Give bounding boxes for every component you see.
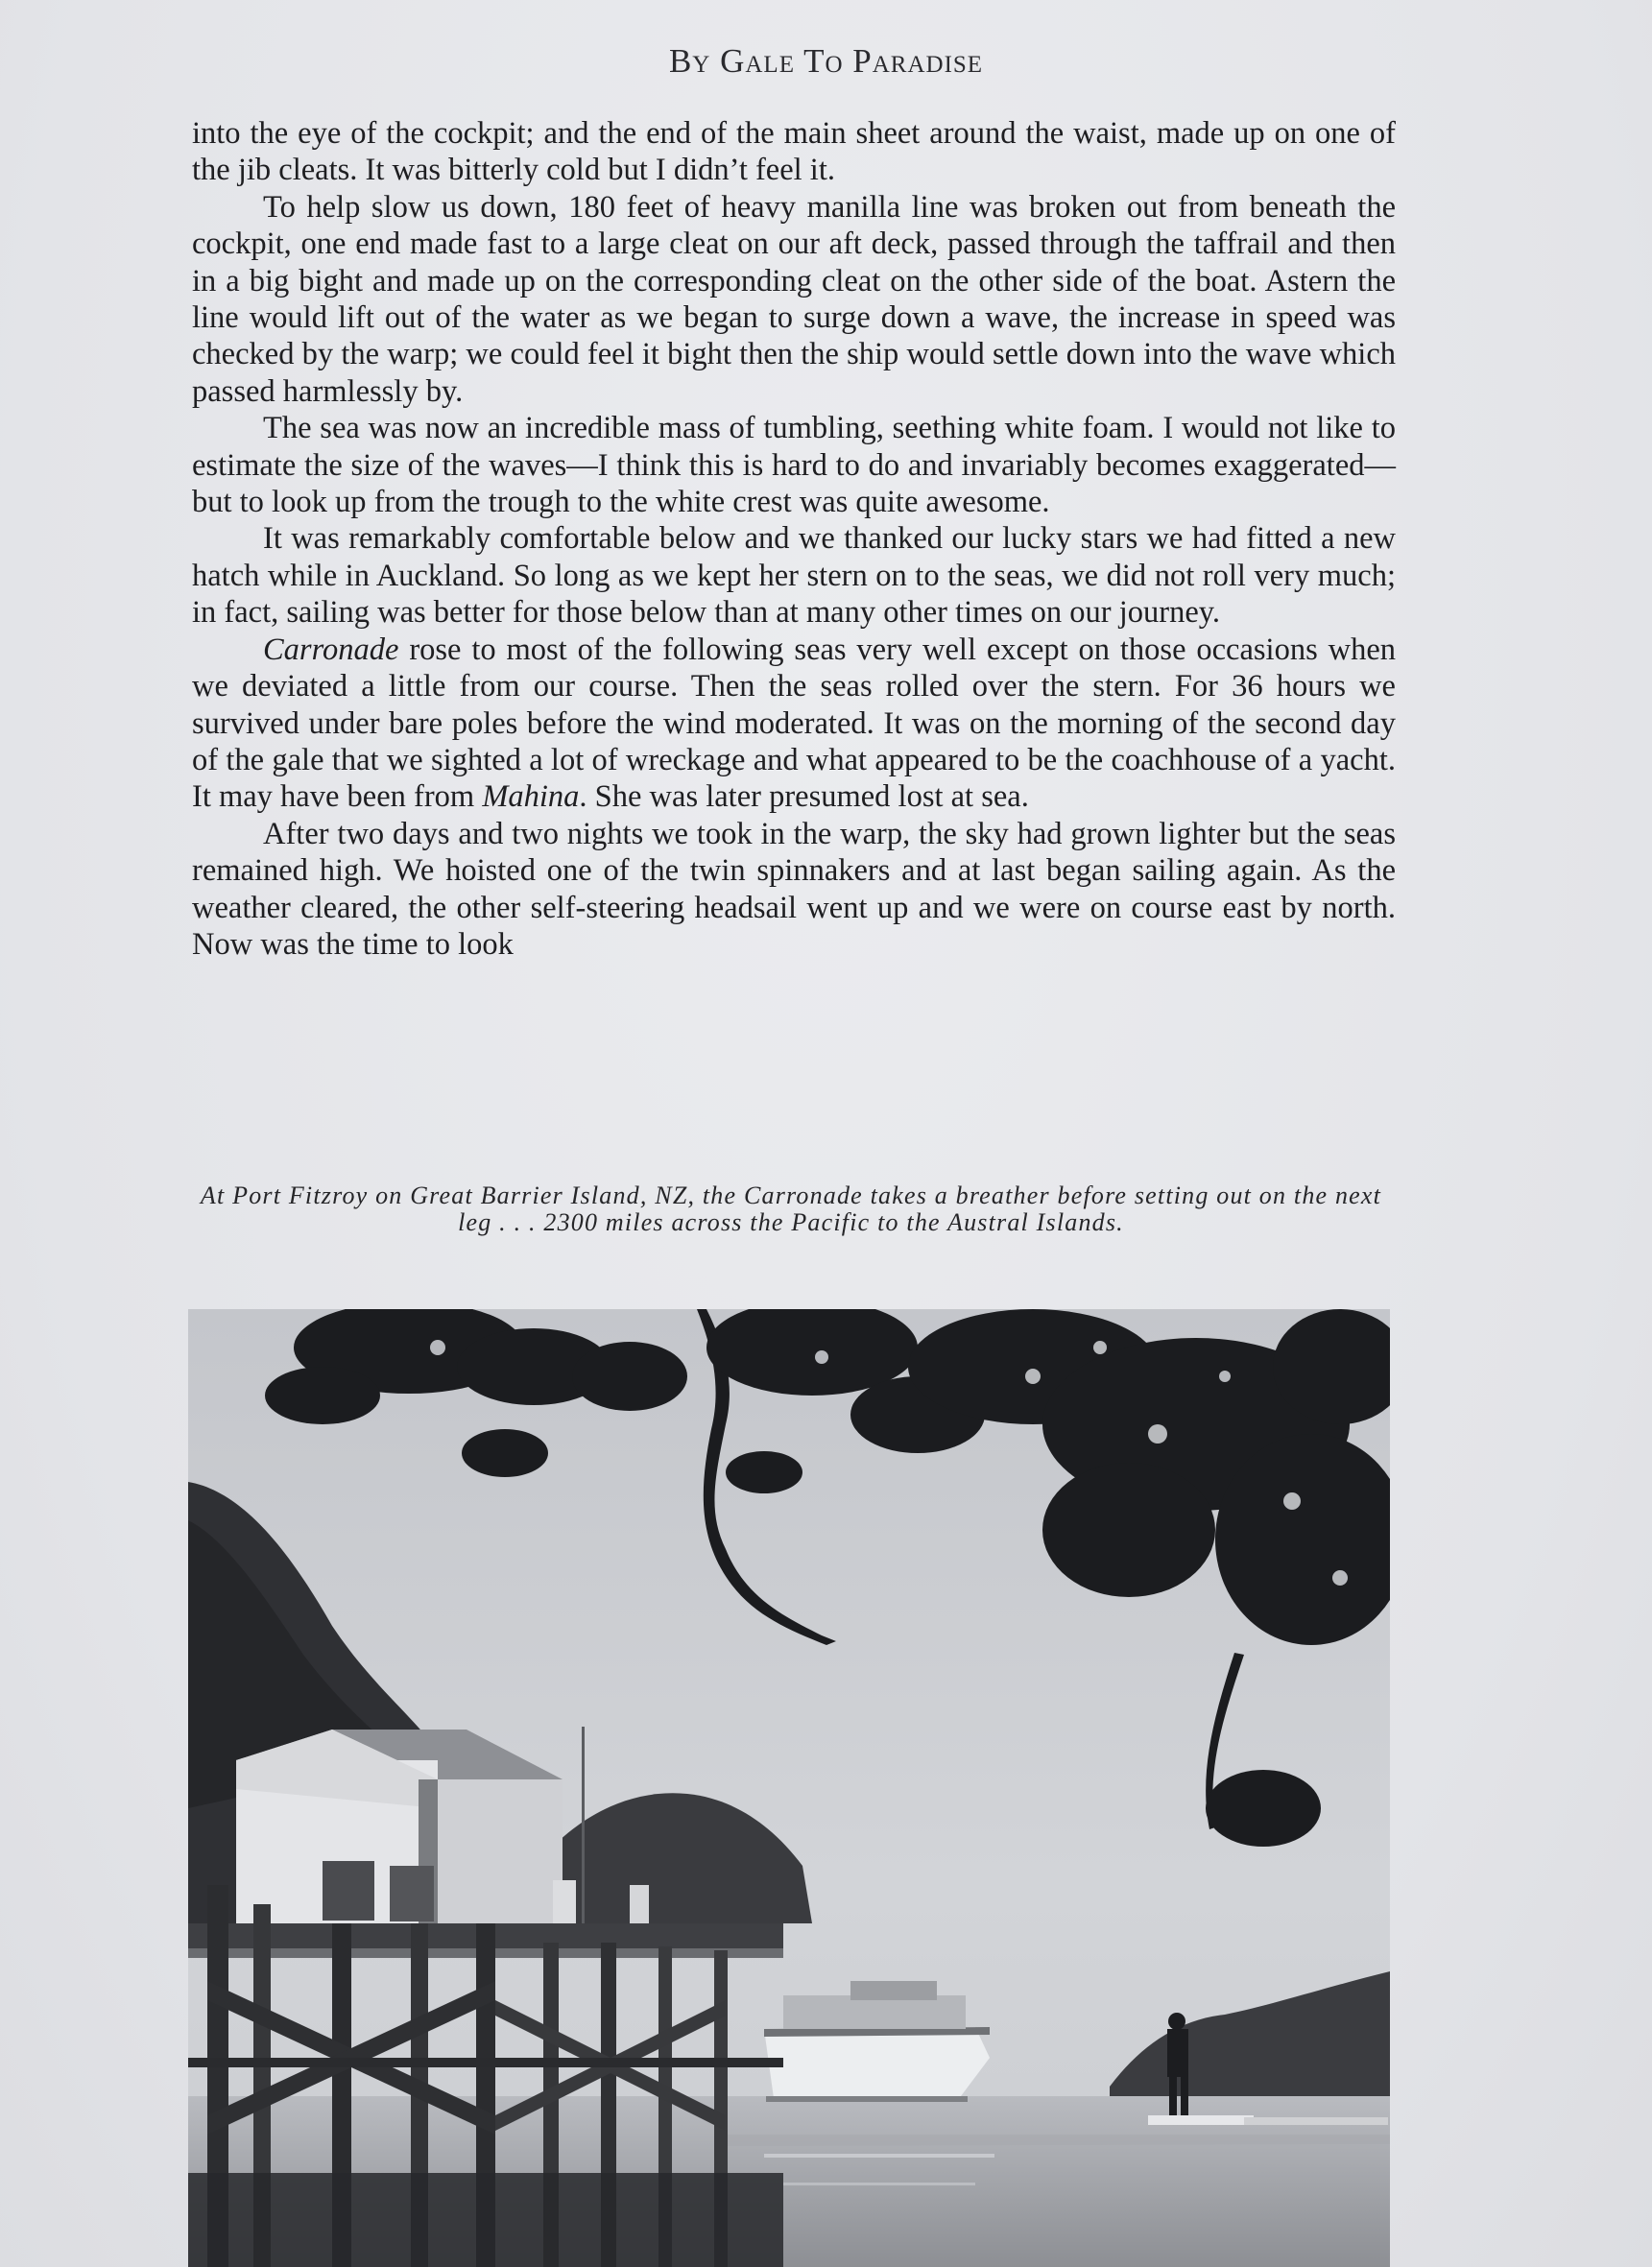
paragraph-5-text-b: . She was later presumed lost at sea. — [579, 779, 1029, 815]
photo-caption: At Port Fitzroy on Great Barrier Island, NZ, the Carronade takes a breather before setting out on the next leg . . . 2300 miles across the Pacific to the Austral Islands. — [200, 1181, 1382, 1236]
paragraph-5 — [192, 632, 1396, 816]
yacht-mast — [582, 1727, 585, 1938]
paragraph-1: into the eye of the cockpit; and the end of the main sheet around the waist, made up on one of the jib cleats. It was bitterly cold but I didn’t feel it. — [192, 116, 1396, 188]
paragraph-2: To help slow us down, 180 feet of heavy manilla line was broken out from beneath the cockpit, one end made fast to a large cleat on our aft deck, passed through the taffrail and then in a big bight and made up on the corresponding cleat on the other side of the boat. Astern the line would lift out of the water as we began to surge down a wave, the increase in speed was checked by the warp; we could feel it bight then the ship would settle down into the wave which passed harmlessly by. — [192, 189, 1396, 409]
paragraph-6: After two days and two nights we took in the warp, the sky had grown lighter but the seas remained high. We hoisted one of the twin spinnakers and at last began sailing again. As the weather cleared, the other self-steering headsail went up and we were on course east by north. Now was the time to look — [192, 816, 1396, 962]
paragraph-5-text-a: rose to most of the following seas very well except on those occasions when we deviated a little from our course. Then the seas rolled over the stern. For 36 hours we survived under bare poles before the wind moderated. It was on the morning of the second day of the gale that we sighted a lot of wreckage and what appeared to be the coachhouse of a yacht. It may have been from — [192, 632, 1396, 815]
harbour-photo — [188, 1309, 1390, 2267]
running-head: By Gale To Paradise — [668, 42, 984, 80]
moored-yacht — [764, 1981, 990, 2102]
paragraph-3: The sea was now an incredible mass of tumbling, seething white foam. I would not like to estimate the size of the waves—I think this is hard to do and invariably becomes exaggerated—but to look up from the trough to the white crest was quite awesome. — [192, 411, 1396, 520]
body-text — [192, 115, 1396, 963]
harbour-photo-drawing — [188, 1309, 1390, 2267]
paragraph-4: It was remarkably comfortable below and we thanked our lucky stars we had fitted a new hatch while in Auckland. So long as we kept her stern on to the seas, we did not roll very much; in fact, sailing was better for those below than at many other times on our journey. — [192, 521, 1396, 631]
boat-name-carronade: Carronade — [263, 632, 399, 667]
boat-name-mahina: Mahina — [482, 779, 580, 815]
